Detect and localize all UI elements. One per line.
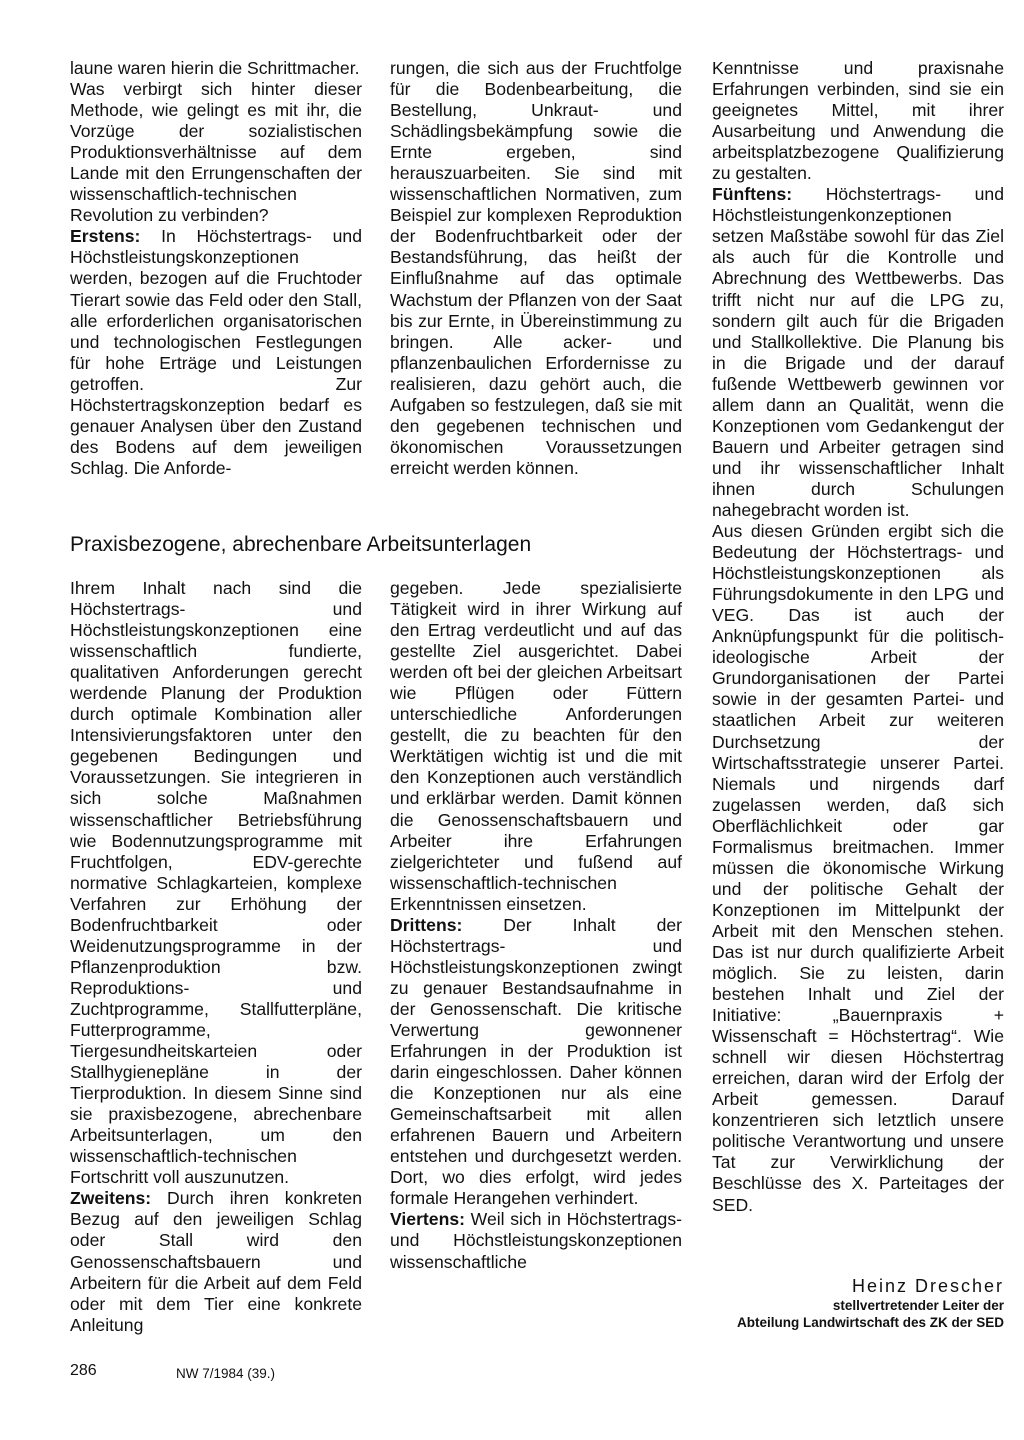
- paragraph: [70, 1188, 362, 1335]
- paragraph: [390, 915, 682, 1210]
- column-1-top: [70, 58, 362, 479]
- paragraph-label: Zweitens:: [70, 1188, 152, 1209]
- issue-label: NW 7/1984 (39.): [176, 1366, 276, 1381]
- author-signature: [712, 1275, 1004, 1331]
- paragraph: rungen, die sich aus der Fruchtfolge für die Bodenbearbeitung, die Bestellung, Unkraut- und Schädlingsbekämpfung sowie die Ernte ergeben, sind herauszuarbeiten. Sie sind mit wissenschaftlichen Normativen, zum Beispiel zur komplexen Reproduktion der Bodenfruchtbarkeit oder der Bestandsführung, das heißt der Einflußnahme auf das optimale Wachstum der Pflanzen von der Saat bis zur Ernte, in Übereinstimmung zu bringen. Alle acker- und pflanzenbaulichen Erfordernisse zu realisieren, dazu gehört auch, die Aufgaben so festzulegen, daß sie mit den gegebenen technischen und ökonomischen Voraussetzungen erreicht werden können.: [390, 58, 682, 478]
- author-name: Heinz Drescher: [851, 1276, 1004, 1296]
- page-number: 286: [70, 1362, 97, 1379]
- paragraph-text: Weil sich in Höchstertrags- und Höchstleistungskonzeptionen wissenschaftliche: [390, 1209, 682, 1272]
- column-3: [712, 58, 1004, 1216]
- author-role: Abteilung Landwirtschaft des ZK der SED: [736, 1315, 1004, 1330]
- paragraph: [70, 226, 362, 479]
- paragraph: [390, 1209, 682, 1272]
- column-2-bottom: [390, 578, 682, 1273]
- paragraph: laune waren hierin die Schrittmacher.: [70, 58, 360, 78]
- paragraph: Kenntnisse und praxisnahe Erfahrungen verbinden, sind sie ein geeignetes Mittel, mit ihrer Ausarbeitung und Anwendung die arbeitsplatzbezogene Qualifizierung zu gestalten.: [712, 58, 1004, 184]
- paragraph-label: Erstens:: [70, 226, 141, 247]
- paragraph: Aus diesen Gründen ergibt sich die Bedeutung der Höchstertrags- und Höchstleistungskonzeptionen als Führungsdokumente in den LPG und VEG. Das ist auch der Anknüpfungspunkt für die politisch-ideologische Arbeit der Grundorganisationen der Partei sowie in der gesamten Partei- und staatlichen Arbeit zur weiteren Durchsetzung der Wirtschaftsstrategie unserer Partei. Niemals und nirgends darf zugelassen werden, daß sich Oberflächlichkeit oder gar Formalismus breitmachen. Immer müssen die ökonomische Wirkung und der politische Gehalt der Konzeptionen im Mittelpunkt der Arbeit mit den Menschen stehen. Das ist nur durch qualifizierte Arbeit möglich. Sie zu leisten, darin bestehen Inhalt und Ziel der Initiative: „Bauernpraxis + Wissenschaft = Höchstertrag“. Wie schnell wir diesen Höchstertrag erreichen, daran wird der Erfolg der Arbeit gemessen. Darauf konzentrieren sich letztlich unsere politische Verantwortung und unsere Tat zur Verwirklichung der Beschlüsse des X. Parteitages der SED.: [712, 521, 1004, 1215]
- paragraph: gegeben. Jede spezialisierte Tätigkeit wird in ihrer Wirkung auf den Ertrag verdeutlicht und auf das gestellte Ziel ausgerichtet. Dabei werden oft bei der gleichen Arbeitsart wie Pflügen oder Füttern unterschiedliche Anforderungen gestellt, die zu beachten für den Werktätigen wichtig ist und die mit den Konzeptionen auch verständlich und erklärbar werden. Damit können die Genossenschaftsbauern und Arbeiter ihre Erfahrungen zielgerichteter und fußend auf wissenschaftlich-technischen Erkenntnissen einsetzen.: [390, 578, 682, 914]
- paragraph: Was verbirgt sich hinter dieser Methode, wie gelingt es mit ihr, die Vorzüge der sozialistischen Produktionsverhältnisse auf dem Lande mit den Errungenschaften der wissenschaftlich-technischen Revolution zu verbinden?: [70, 79, 362, 226]
- paragraph-text: In Höchstertrags- und Höchstleistungskonzeptionen werden, bezogen auf die Fruchtoder Tierart sowie das Feld oder den Stall, alle erforderlichen organisatorischen und technologischen Festlegungen für hohe Erträge und Leistungen getroffen. Zur Höchstertragskonzeption bedarf es genauer Analysen über den Zustand des Bodens auf dem jeweiligen Schlag. Die Anforde-: [70, 226, 362, 478]
- paragraph-label: Fünftens:: [712, 184, 793, 205]
- column-2-top: [390, 58, 682, 479]
- paragraph-text: Höchstertrags- und Höchstleistungenkonzeptionen setzen Maßstäbe sowohl für das Ziel als auch für die Kontrolle und Abrechnung des Wettbewerbs. Das trifft nicht nur auf die LPG zu, sondern gilt auch für die Brigaden und Stallkollektive. Die Planung bis in die Brigade und der darauf fußende Wettbewerb gewinnen vor allem dann an Qualität, wenn die Konzeptionen vom Gedankengut der Bauern und Arbeiter getragen sind und ihr wissenschaftlicher Inhalt ihnen durch Schulungen nahegebracht worden ist.: [712, 184, 1004, 520]
- paragraph-text: Durch ihren konkreten Bezug auf den jeweiligen Schlag oder Stall wird den Genossenschaftsbauern und Arbeitern für die Arbeit auf dem Feld oder mit dem Tier eine konkrete Anleitung: [70, 1188, 362, 1335]
- paragraph: Ihrem Inhalt nach sind die Höchstertrags- und Höchstleistungskonzeptionen eine wissenschaftlich fundierte, qualitativen Anforderungen gerecht werdende Planung der Produktion durch optimale Kombination aller Intensivierungsfaktoren unter den gegebenen Bedingungen und Voraussetzungen. Sie integrieren in sich solche Maßnahmen wissenschaftlicher Betriebsführung wie Bodennutzungsprogramme mit Fruchtfolgen, EDV-gerechte normative Schlagkarteien, komplexe Verfahren zur Erhöhung der Bodenfruchtbarkeit oder Weidenutzungsprogramme in der Pflanzenproduktion bzw. Reproduktions- und Zuchtprogramme, Stallfutterpläne, Futterprogramme, Tiergesundheitskarteien oder Stallhygienepläne in der Tierproduktion. In diesem Sinne sind sie praxisbezogene, abrechenbare Arbeitsunterlagen, um den wissenschaftlich-technischen Fortschritt voll auszunutzen.: [70, 578, 362, 1188]
- paragraph: [712, 184, 1004, 521]
- author-role: stellvertretender Leiter der: [832, 1298, 1004, 1313]
- paragraph-label: Drittens:: [390, 914, 463, 935]
- paragraph-text: Der Inhalt der Höchstertrags- und Höchstleistungskonzeptionen zwingt zu genauer Bestandsaufnahme in der Genossenschaft. Die kritische Verwertung gewonnener Erfahrungen in der Produktion ist darin eingeschlossen. Daher können die Konzeptionen nur als eine Gemeinschaftsarbeit mit allen erfahrenen Bauern und Arbeitern entstehen und durchgesetzt werden. Dort, wo dies erfolgt, wird jedes formale Herangehen verhindert.: [390, 914, 682, 1209]
- column-1-bottom: [70, 578, 362, 1336]
- paragraph-label: Viertens:: [390, 1209, 465, 1230]
- section-heading: Praxisbezogene, abrechenbare Arbeitsunterlagen: [70, 533, 532, 556]
